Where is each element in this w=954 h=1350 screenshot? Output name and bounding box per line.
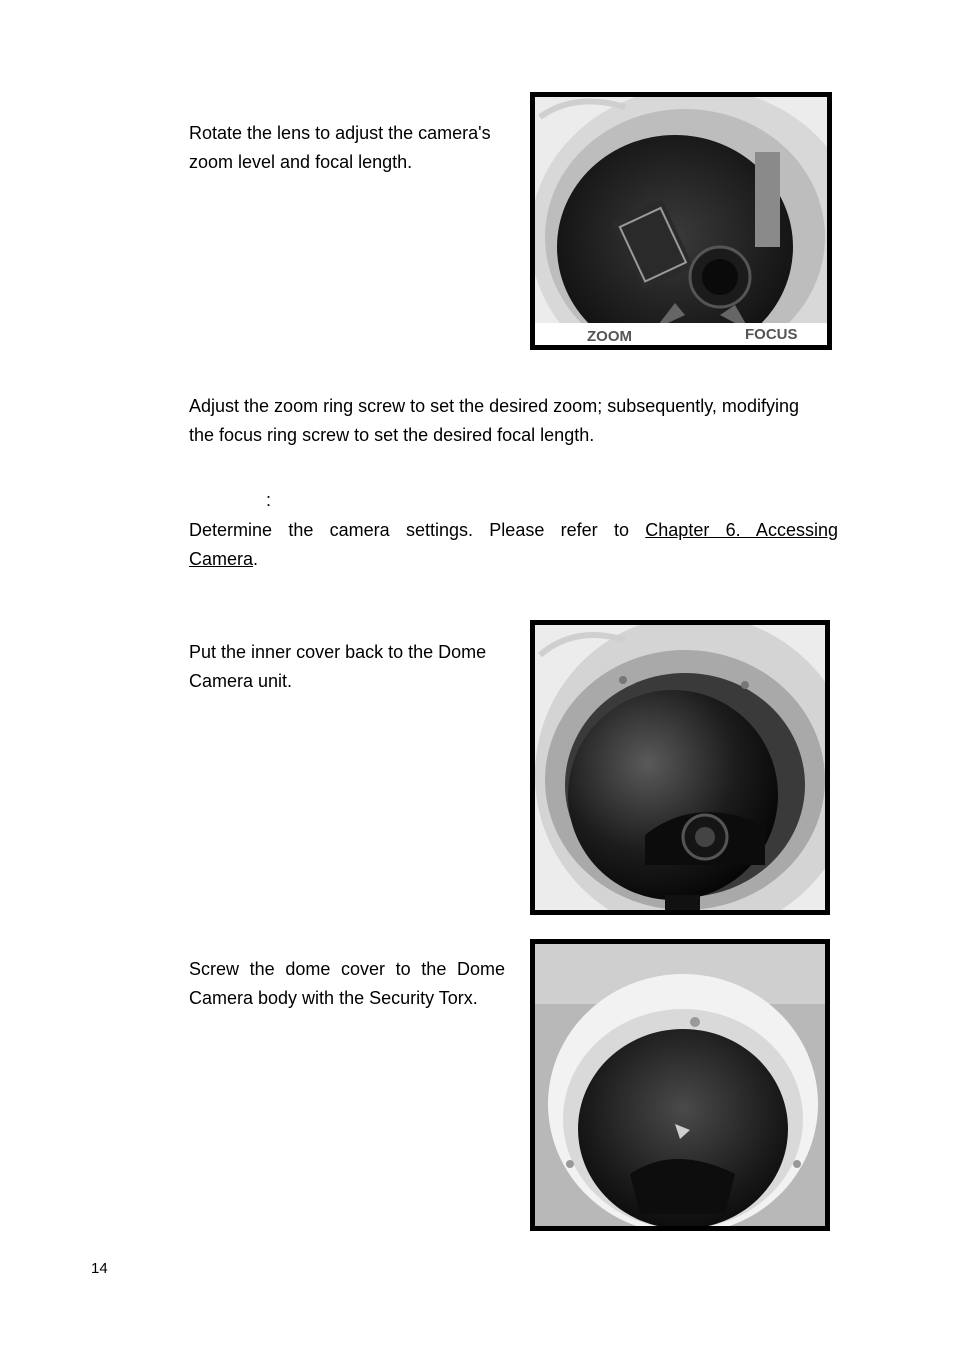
step3-text xyxy=(189,638,519,696)
chapter-link-part1[interactable]: Chapter 6. Accessing xyxy=(645,520,838,540)
step2-text xyxy=(189,392,839,450)
note-text xyxy=(189,516,838,574)
step1-line2: zoom level and focal length. xyxy=(189,152,413,172)
step1-line1: Rotate the lens to adjust the camera's xyxy=(189,123,491,143)
step2-line2: the focus ring screw to set the desired focal length. xyxy=(189,425,595,445)
page-number: 14 xyxy=(91,1260,108,1277)
step4-text xyxy=(189,955,505,1013)
inner-cover-photo-icon xyxy=(535,625,825,910)
dome-camera-lens-photo-icon xyxy=(535,97,827,345)
step1-text xyxy=(189,119,519,177)
note-line1 xyxy=(189,516,838,545)
lens-adjust-photo xyxy=(530,92,832,350)
focus-label: FOCUS xyxy=(745,326,798,343)
step3-line1: Put the inner cover back to the Dome xyxy=(189,642,487,662)
note-line2 xyxy=(189,545,838,574)
inner-cover-photo xyxy=(530,620,830,915)
step3-line2: Camera unit. xyxy=(189,671,293,691)
chapter-link-part2[interactable]: Camera xyxy=(189,549,254,569)
step4-line1: Screw the dome cover to the Dome xyxy=(189,959,505,979)
dome-cover-photo xyxy=(530,939,830,1231)
note-text-after-link: . xyxy=(253,549,259,569)
dome-cover-photo-icon xyxy=(535,944,825,1226)
zoom-label: ZOOM xyxy=(587,328,632,345)
step2-line1: Adjust the zoom ring screw to set the desired zoom; subsequently, modifying xyxy=(189,396,799,416)
step4-line2: Camera body with the Security Torx. xyxy=(189,988,478,1008)
note-colon: : xyxy=(266,490,272,510)
note-text-before-link: Determine the camera settings. Please refer to xyxy=(189,520,629,540)
